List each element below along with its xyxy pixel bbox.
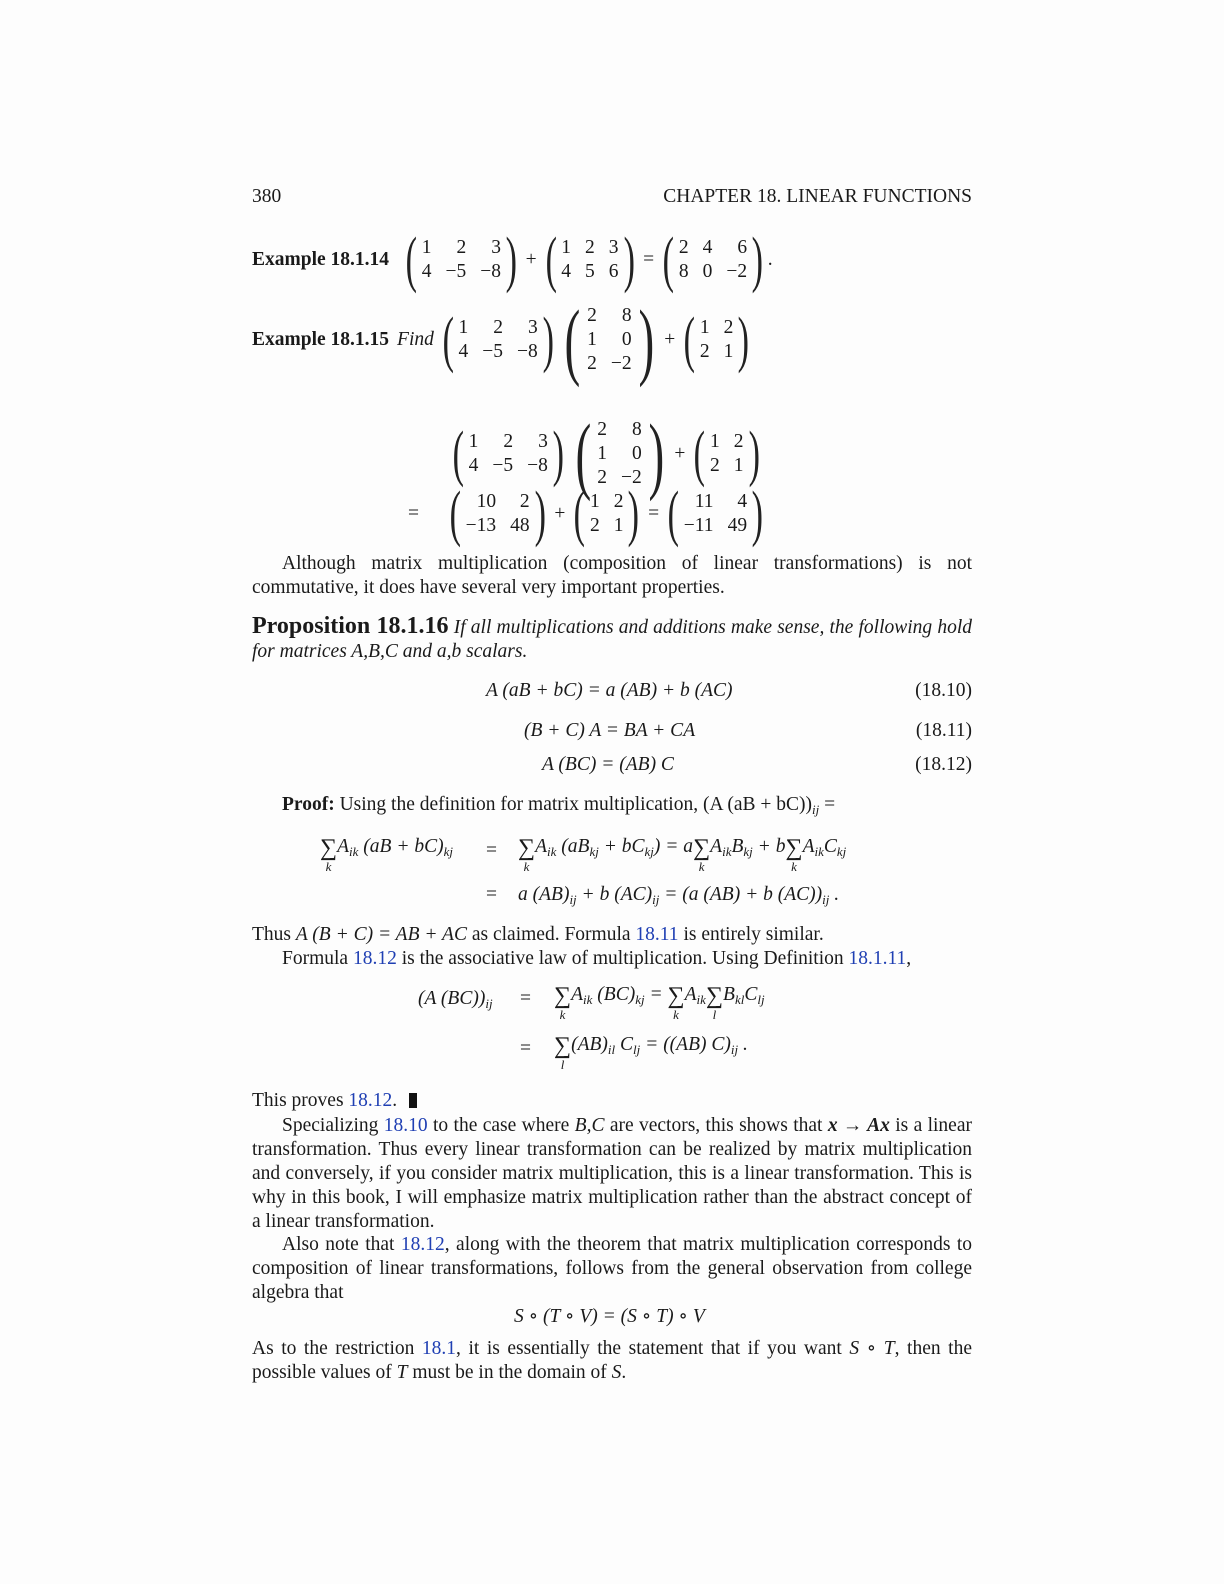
example-18-1-14 [252, 226, 773, 294]
sum-symbol: ∑ k [320, 835, 338, 874]
matrix-entry: −8 [480, 261, 501, 282]
left-paren: ( [573, 480, 586, 548]
proof-equation-1-rhs: ∑ k $A_{ik}$ $(aB_{kj} + bC_{kj}) = a$ ∑ k $A_{ik}B_{kj} + b$ ∑ k $A_{ik}C_{kj}$ [518, 835, 847, 874]
ref-link[interactable]: 18.12 [400, 1234, 445, 1255]
matrix [448, 420, 569, 488]
equation-18-12: A (BC) = (AB) C [542, 754, 674, 775]
matrix-entry: 2 [597, 419, 607, 440]
matrix-entry: 1 [421, 237, 432, 258]
equals-sign: = [408, 503, 419, 524]
right-paren: ) [748, 420, 760, 488]
matrix-entry: 1 [458, 317, 469, 338]
sum-symbol: ∑ k [693, 835, 711, 874]
proof-intro: Proof: Using the definition for matrix multiplication, (A $(aB + bC))_{ij}$ = [282, 794, 836, 817]
matrix-entry: 11 [694, 491, 714, 512]
ref-link[interactable]: 18.12 [348, 1090, 393, 1111]
sum-symbol: ∑ k [518, 835, 536, 874]
formula-line: Formula 18.12 is the associative law of multiplication. Using Definition 18.1.11, [282, 948, 912, 969]
matrix-entry: 3 [491, 237, 501, 258]
equals-sign: = [486, 884, 497, 905]
matrix [658, 226, 768, 294]
matrix-entry: 4 [702, 237, 713, 258]
right-paren: ) [623, 226, 635, 294]
matrix-entry: 1 [587, 329, 597, 350]
equals-sign: = [648, 503, 660, 524]
matrix-entry: 1 [613, 515, 624, 536]
plus-sign: + [554, 503, 566, 524]
matrix-entry: −5 [492, 455, 514, 476]
right-paren: ) [638, 292, 654, 388]
period: . [767, 249, 773, 270]
left-paren: ( [405, 226, 418, 294]
thus-line: Thus A (B + C) = AB + AC as claimed. Formula 18.11 is entirely similar. [252, 924, 824, 945]
proof-equation-2: a $(AB)_{ij} + b$ $(AC)_{ij} = (a$ (AB) + b $(AC))_{ij}$ . [518, 884, 840, 907]
left-paren: ( [449, 480, 462, 548]
matrix-entries [459, 316, 538, 364]
matrix-entry: 2 [723, 317, 734, 338]
ref-link[interactable]: 18.12 [352, 948, 397, 969]
matrix-entries [561, 236, 618, 284]
equation-18-11: (B + C) A = BA + CA [524, 720, 696, 741]
right-paren: ) [628, 480, 640, 548]
matrix [679, 306, 754, 374]
ref-link[interactable]: 18.10 [383, 1115, 428, 1136]
left-paren: ( [683, 306, 696, 374]
equals-sign: = [520, 1038, 531, 1059]
right-paren: ) [751, 480, 764, 548]
matrix-entry: 4 [561, 261, 572, 282]
matrix-entry: 2 [678, 237, 689, 258]
equation-18-10: A (aB + bC) = a (AB) + b (AC) [486, 680, 733, 701]
example-label: Example 18.1.15 [252, 329, 390, 350]
matrix-entries [466, 490, 530, 538]
left-paren: ( [575, 406, 591, 502]
paragraph: As to the restriction 18.1, it is essentially the statement that if you want S ∘ T, then the possible values of T must be in the domain of S. [252, 1338, 973, 1383]
matrix-entry: −8 [527, 455, 548, 476]
find-word: Find [397, 329, 434, 350]
matrix [438, 306, 559, 374]
equation-number: (18.11) [915, 720, 972, 741]
left-paren: ( [545, 226, 557, 294]
matrix-entry: 0 [621, 329, 632, 350]
matrix-entry: 10 [476, 491, 497, 512]
matrix [569, 480, 644, 548]
paragraph: Although matrix multiplication (composition of linear transformations) is not commutative, it does have several very important properties. [252, 553, 972, 598]
matrix-entry: 2 [503, 431, 514, 452]
plus-sign: + [664, 329, 676, 350]
right-paren: ) [534, 480, 546, 548]
matrix-entry: −5 [445, 261, 467, 282]
matrix-entry: −2 [620, 467, 642, 488]
matrix-entries [469, 430, 548, 478]
equation-number: (18.12) [915, 754, 972, 775]
matrix-entry: 2 [589, 515, 600, 536]
matrix-entry: −2 [610, 353, 632, 374]
running-header: CHAPTER 18. LINEAR FUNCTIONS [663, 186, 972, 207]
plus-sign: + [674, 443, 686, 464]
matrix-entries [700, 316, 734, 364]
ref-link[interactable]: 18.1.11 [848, 948, 907, 969]
matrix-entry: 2 [519, 491, 530, 512]
matrix-entry: 2 [587, 305, 597, 326]
right-paren: ) [738, 306, 750, 374]
matrix-entry: 2 [710, 455, 720, 476]
matrix-entries [587, 304, 632, 376]
matrix-entry: 1 [468, 431, 479, 452]
matrix-entry: 8 [678, 261, 689, 282]
proof-label: Proof: [282, 794, 335, 815]
matrix-entry: 2 [597, 467, 607, 488]
equals-sign: = [643, 249, 655, 270]
proposition-text: If all multiplications and additions make sense, the following hold for matrices A,B,C and a,b scalars. [252, 617, 973, 662]
matrix-entry: 2 [585, 237, 595, 258]
left-paren: ( [564, 292, 581, 388]
equals-sign: = [486, 840, 497, 861]
sum-symbol: ∑ k [785, 835, 803, 874]
proves-line: This proves 18.12. [252, 1090, 417, 1112]
matrix [445, 480, 550, 548]
assoc-lhs: (A $(BC))_{ij}$ [418, 988, 493, 1011]
matrix-entry: 1 [589, 491, 600, 512]
matrix-entry: 1 [723, 341, 734, 362]
matrix-entry: 2 [613, 491, 624, 512]
ref-link[interactable]: 18.11 [635, 924, 679, 945]
right-paren: ) [751, 226, 764, 294]
matrix-entry: 2 [733, 431, 744, 452]
matrix-entry: 0 [631, 443, 642, 464]
assoc-equation-1: ∑ k $A_{ik}$ $(BC)_{kj}$ = ∑ k $A_{ik}$ ∑ l $B_{kl}C_{lj}$ [554, 983, 765, 1022]
proof-text: Using the definition for matrix multiplication, (A (aB + bC)) [339, 794, 812, 815]
matrix-entry: 3 [608, 237, 619, 258]
left-paren: ( [442, 306, 454, 374]
equation-number: (18.10) [915, 680, 972, 701]
solution-line-2 [408, 480, 768, 548]
right-paren: ) [505, 226, 517, 294]
left-paren: ( [452, 420, 465, 488]
matrix-entry: 1 [561, 237, 572, 258]
matrix [663, 480, 768, 548]
matrix-entry: 48 [510, 515, 530, 536]
paragraph: Also note that 18.12, along with the theorem that matrix multiplication corresponds to composition of linear transformations, follows from the general observation from college algebra that [252, 1234, 972, 1303]
matrix-entries [422, 236, 501, 284]
page-number: 380 [252, 186, 282, 207]
matrix-entry: −5 [482, 341, 504, 362]
composition-equation: S ∘ (T ∘ V) = (S ∘ T) ∘ V [514, 1306, 705, 1327]
assoc-equation-2: ∑ l $(AB)_{il}$ $C_{lj} = ((AB)$ $C)_{ij}$ . [554, 1033, 748, 1072]
left-paren: ( [667, 480, 680, 548]
matrix [541, 226, 640, 294]
right-paren: ) [648, 406, 664, 502]
matrix-entry: 2 [699, 341, 710, 362]
matrix [558, 292, 660, 388]
matrix [401, 226, 522, 294]
ref-link[interactable]: 18.1 [421, 1338, 457, 1359]
matrix-entry: 1 [733, 455, 744, 476]
left-paren: ( [693, 420, 706, 488]
proof-equation-1: ∑ k $A_{ik}$ $(aB + bC)_{kj}$ [320, 835, 454, 874]
matrix-entry: 0 [702, 261, 713, 282]
matrix-entry: 49 [727, 515, 748, 536]
matrix-entry: 4 [458, 341, 469, 362]
example-18-1-15 [252, 292, 754, 388]
matrix-entry: −2 [726, 261, 748, 282]
matrix [689, 420, 764, 488]
matrix-entry: −11 [683, 515, 714, 536]
matrix-entry: 2 [493, 317, 504, 338]
equals-sign: = [520, 988, 531, 1009]
matrix-entry: 3 [538, 431, 548, 452]
proposition [252, 614, 972, 664]
matrix-entry: 1 [699, 317, 710, 338]
matrix-entry: −8 [517, 341, 538, 362]
matrix-entry: 8 [621, 305, 632, 326]
matrix-entry: 2 [456, 237, 467, 258]
matrix-entries [684, 490, 747, 538]
matrix-entry: 6 [608, 261, 619, 282]
right-paren: ) [552, 420, 564, 488]
example-label: Example 18.1.14 [252, 249, 390, 270]
matrix-entry: 4 [468, 455, 479, 476]
matrix-entry: 2 [587, 353, 597, 374]
matrix-entry: 4 [421, 261, 432, 282]
matrix-entry: 8 [631, 419, 642, 440]
right-paren: ) [542, 306, 554, 374]
matrix-entries [679, 236, 747, 284]
matrix-entry: 1 [597, 443, 607, 464]
plus-sign: + [525, 249, 537, 270]
matrix-entries [590, 490, 624, 538]
matrix-entry: 5 [585, 261, 595, 282]
matrix-entry: 3 [528, 317, 538, 338]
matrix-entry: 6 [737, 237, 748, 258]
matrix-entry: 1 [710, 431, 720, 452]
matrix-entries [710, 430, 744, 478]
qed-symbol [409, 1093, 417, 1108]
matrix-entry: 4 [737, 491, 748, 512]
proposition-label: Proposition 18.1.16 [252, 613, 449, 639]
paragraph: Specializing 18.10 to the case where B,C are vectors, this shows that x → Ax is a linear transformation. Thus every linear transformation can be realized by matrix multiplication and conversely, if you consider matrix multiplication, this is a linear transformation. This is why in this book, I will emphasize matrix multiplication rather than the abstract concept of a linear transformation. [252, 1115, 972, 1232]
left-paren: ( [662, 226, 675, 294]
matrix-entry: −13 [465, 515, 497, 536]
